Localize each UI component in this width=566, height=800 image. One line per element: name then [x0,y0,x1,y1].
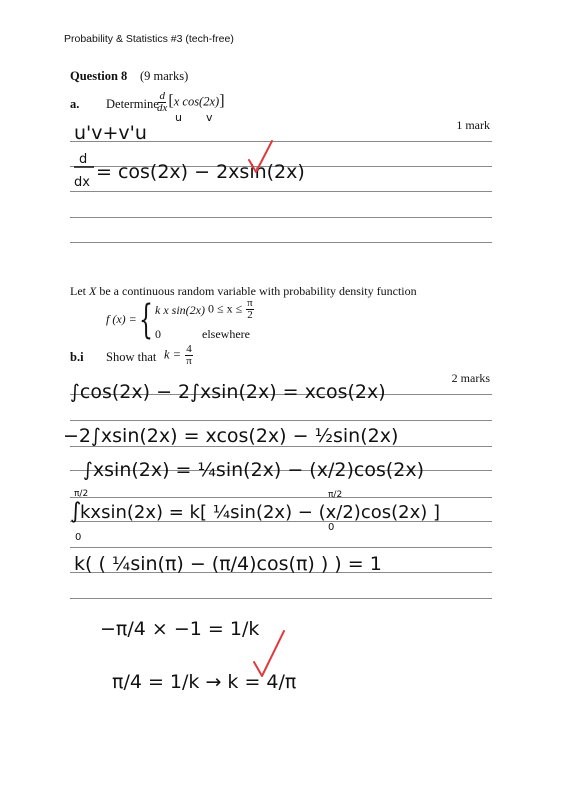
hw-b-line2: −2∫xsin(2x) = xcos(2x) − ½sin(2x) [63,425,399,447]
pdf-case1-expr: k x sin(2x) [155,303,205,317]
pdf-case2-cond: elsewhere [202,327,250,341]
hw-under-u: u [175,111,182,124]
intro-text: Let X be a continuous random variable with probability density function [70,284,417,298]
hw-b-l4-eval-lower: 0 [328,522,335,533]
expr-dx: dx [157,102,168,114]
part-bi-marks: 2 marks [451,371,490,385]
hw-a-line2: = cos(2x) − 2xsin(2x) [96,161,305,183]
hw-b-line4: kxsin(2x) = k[ ¼sin(2x) − (x/2)cos(2x) ] [80,502,441,523]
hw-b-line6: −π/4 × −1 = 1/k [100,618,260,640]
hw-b-l4-eval-upper: π/2 [328,490,343,500]
question-heading: Question 8 [70,69,128,83]
part-a-label: a. [70,97,80,111]
expr-d: d [159,90,165,102]
hw-under-v: v [206,111,213,124]
part-bi-k: k = $\frac{4}{\pi}$ [164,343,192,367]
hw-b-line7: π/4 = 1/k → k = 4/π [112,671,297,693]
hw-b-line3: ∫xsin(2x) = ¼sin(2x) − (x/2)cos(2x) [83,459,424,481]
page-header: Probability & Statistics #3 (tech-free) [64,33,234,45]
hw-b-l4-upper: π/2 [74,489,89,499]
pdf-brace: { [139,297,153,343]
hw-a-d: d [79,152,88,167]
hw-b-line1: ∫cos(2x) − 2∫xsin(2x) = xcos(2x) [70,381,386,403]
hw-a-dx: dx [74,175,90,190]
part-bi-label: b.i [70,350,84,364]
pdf-case1-cond: 0 ≤ x ≤ $\frac{\pi}{2}$ [208,297,253,321]
pdf-case2-expr: 0 [155,327,161,341]
hw-a-line1: u'v+v'u [74,122,147,144]
hw-b-l4-lower: 0 [75,532,82,543]
hw-b-line5: k( ( ¼sin(π) − (π/4)cos(π) ) ) = 1 [74,553,382,575]
question-marks: (9 marks) [140,69,189,83]
pdf-lhs: f (x) = [106,312,137,326]
part-bi-prompt: Show that [106,350,157,364]
part-a-expression: $\frac{d}{dx}$ [x cos(2x)] [157,90,225,114]
part-a-marks: 1 mark [456,118,490,132]
hw-b-l4-integral: ∫ [70,499,82,524]
expr-body: x cos(2x) [173,94,220,109]
part-a-prompt: Determine [106,97,159,111]
